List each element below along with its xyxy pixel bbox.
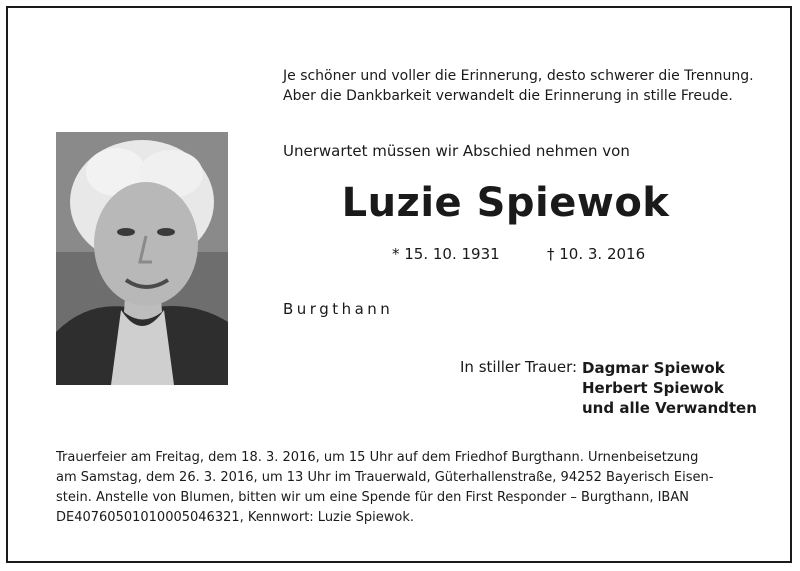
intro-text: Unerwartet müssen wir Abschied nehmen von: [283, 142, 630, 160]
mourner-list: [582, 358, 757, 418]
mourner-name: Herbert Spiewok: [582, 379, 724, 397]
details-line: am Samstag, dem 26. 3. 2016, um 13 Uhr im Trauerwald, Güterhallenstraße, 94252 Bayerisch Eisen-: [56, 470, 714, 485]
portrait-image: [56, 132, 228, 385]
obituary-frame: [6, 6, 792, 563]
deceased-name: Luzie Spiewok: [341, 180, 670, 226]
motto-line: Aber die Dankbarkeit verwandelt die Erinnerung in stille Freude.: [283, 88, 733, 104]
death-date: † 10. 3. 2016: [547, 245, 646, 263]
funeral-details: [56, 448, 746, 528]
mourning-label: In stiller Trauer:: [460, 358, 578, 376]
details-line: DE40760501010005046321, Kennwort: Luzie Spiewok.: [56, 510, 414, 525]
details-line: Trauerfeier am Freitag, dem 18. 3. 2016, um 15 Uhr auf dem Friedhof Burgthann. Urnenbeisetzung: [56, 450, 699, 465]
hometown: Burgthann: [283, 300, 394, 318]
motto-line: Je schöner und voller die Erinnerung, desto schwerer die Trennung.: [283, 68, 754, 84]
mourner-name: und alle Verwandten: [582, 399, 757, 417]
birth-date: * 15. 10. 1931: [392, 245, 500, 263]
motto: [283, 66, 754, 106]
portrait-photo: [56, 132, 228, 385]
details-line: stein. Anstelle von Blumen, bitten wir um eine Spende für den First Responder – Burgthann, IBAN: [56, 490, 689, 505]
mourner-name: Dagmar Spiewok: [582, 359, 725, 377]
